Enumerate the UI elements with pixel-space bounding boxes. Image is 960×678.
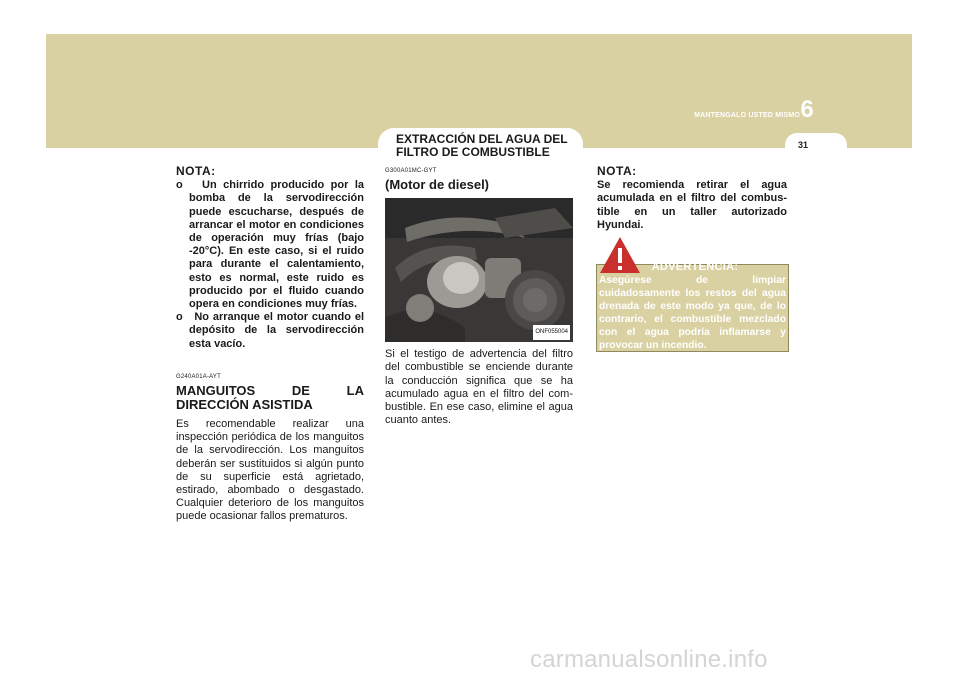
watermark: carmanualsonline.info: [530, 646, 768, 673]
warning-text: Asegúrese de limpiar cuidadosamente los restos del agua drenada de este modo ya que, de lo contrario, el combustible mezclado con el agua podría inflamarse y provocar un incendio.: [599, 275, 786, 351]
note-item-text: No arranque el motor cuando el depósito de la servodirección esta vacío.: [189, 311, 365, 350]
chapter-label: MANTENGALO USTED MISMO: [694, 112, 800, 119]
right-column: [597, 165, 787, 232]
subheading: (Motor de diesel): [385, 177, 490, 193]
note-item-text: Un chirrido producido por la bomba de la servodirección puede escucharse, después de arrancar el motor en condiciones de operación muy frías (bajo -20°C). En este caso, si el ruido para durante el calentamiento, esto es normal, este ruido es producido por el fluido cuando opera en condiciones muy frías.: [189, 179, 364, 311]
section-code: G240A01A-AYT: [176, 373, 221, 380]
chapter-number: 6: [800, 96, 814, 123]
section-code: G300A01MC-GYT: [385, 168, 437, 174]
section-title: EXTRACCIÓN DEL AGUA DEL FILTRO DE COMBUSTIBLE: [396, 132, 568, 159]
body-paragraph: Es recomendable realizar una inspección periódica de los manguitos de la servodirección. Los manguitos deberán ser sustituidos si algún punto de su superficie está agrietado, estirado, abombado o desgastado. Cualquier deterioro de los manguitos puede ocasionar fallos prematuros.: [176, 418, 364, 523]
body-paragraph: Si el testigo de advertencia del filtro del combustible se enciende durante la conducción significa que se ha acumulado agua en el filtro del com-bustible. En ese caso, elimine el agua cuanto antes.: [385, 348, 573, 427]
warning-title: ADVERTENCIA:: [651, 261, 739, 273]
left-column: [176, 165, 364, 524]
note-heading: NOTA:: [597, 164, 637, 178]
note-item: [176, 179, 364, 311]
page-number: 31: [797, 140, 808, 150]
engine-photo: [385, 198, 573, 342]
note-heading: NOTA:: [176, 164, 216, 178]
photo-code: ONF055004: [533, 325, 570, 340]
middle-column: [385, 165, 573, 427]
note-item: [176, 311, 364, 351]
bullet: o: [176, 179, 183, 192]
bullet: o: [176, 311, 183, 324]
section-heading-line: DIRECCIÓN ASISTIDA: [176, 397, 313, 413]
engine-illustration: [385, 198, 573, 342]
note-text: Se recomienda retirar el agua acumulada en el filtro del combus-tible en un taller autorizado Hyundai.: [597, 179, 787, 231]
section-heading-line: MANGUITOS DE LA: [176, 383, 364, 399]
